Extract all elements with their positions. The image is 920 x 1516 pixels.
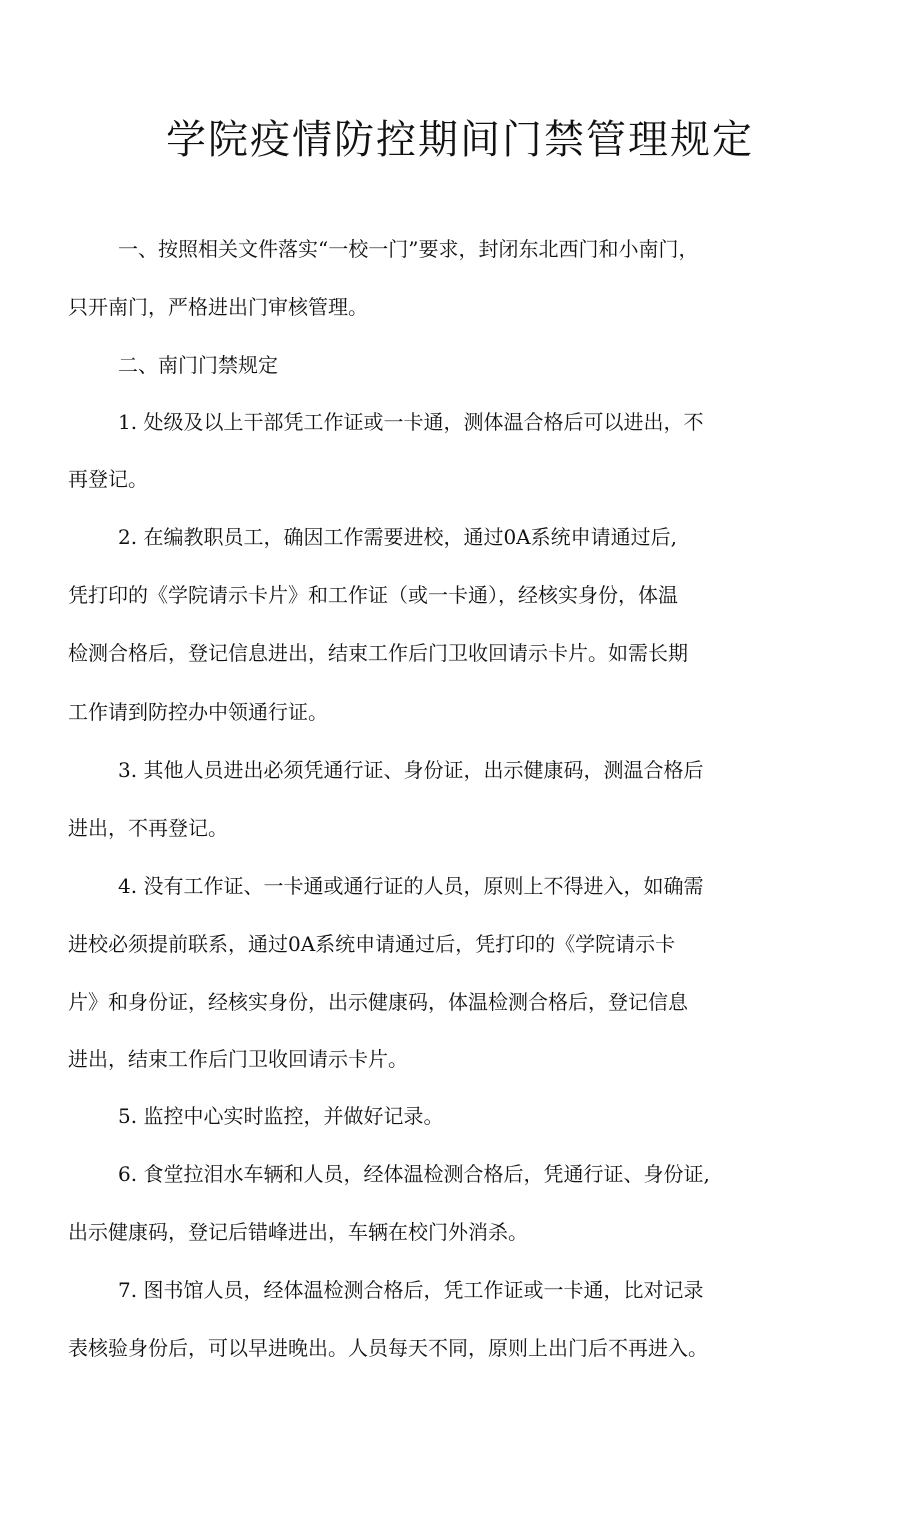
paragraph-line: 出示健康码，登记后错峰进出，车辆在校门外消杀。 [68, 1220, 528, 1244]
paragraph-line: 进出，不再登记。 [68, 816, 228, 840]
paragraph-line: 片》和身份证，经核实身份，出示健康码，体温检测合格后，登记信息 [68, 990, 688, 1014]
paragraph-line: 检测合格后，登记信息进出，结束工作后门卫收回请示卡片。如需长期 [68, 641, 688, 665]
document-title: 学院疫情防控期间门禁管理规定 [166, 117, 754, 163]
paragraph-line: 5. 监控中心实时监控，并做好记录。 [118, 1104, 444, 1128]
paragraph-line: 再登记。 [68, 467, 148, 491]
paragraph-line: 工作请到防控办中领通行证。 [68, 700, 328, 724]
paragraph-line: 只开南门，严格进出门审核管理。 [68, 295, 368, 319]
paragraph-line: 进出，结束工作后门卫收回请示卡片。 [68, 1047, 408, 1071]
paragraph-line: 表核验身份后，可以早进晚出。人员每天不同，原则上出门后不再进入。 [68, 1336, 708, 1360]
paragraph-line: 2. 在编教职员工，确因工作需要进校，通过0A系统申请通过后, [118, 525, 677, 549]
section-heading: 二、南门门禁规定 [118, 353, 278, 377]
paragraph-line: 凭打印的《学院请示卡片》和工作证（或一卡通），经核实身份，体温 [68, 583, 678, 607]
paragraph-line: 7. 图书馆人员，经体温检测合格后，凭工作证或一卡通，比对记录 [118, 1278, 704, 1302]
paragraph-line: 3. 其他人员进出必须凭通行证、身份证，出示健康码，测温合格后 [118, 758, 704, 782]
paragraph-line: 1. 处级及以上干部凭工作证或一卡通，测体温合格后可以进出，不 [118, 410, 704, 434]
paragraph-line: 一、按照相关文件落实“一校一门”要求，封闭东北西门和小南门， [118, 237, 699, 261]
paragraph-line: 6. 食堂拉泪水车辆和人员，经体温检测合格后，凭通行证、身份证, [118, 1162, 710, 1186]
paragraph-line: 进校必须提前联系，通过0A系统申请通过后，凭打印的《学院请示卡 [68, 932, 676, 956]
paragraph-line: 4. 没有工作证、一卡通或通行证的人员，原则上不得进入，如确需 [118, 874, 704, 898]
